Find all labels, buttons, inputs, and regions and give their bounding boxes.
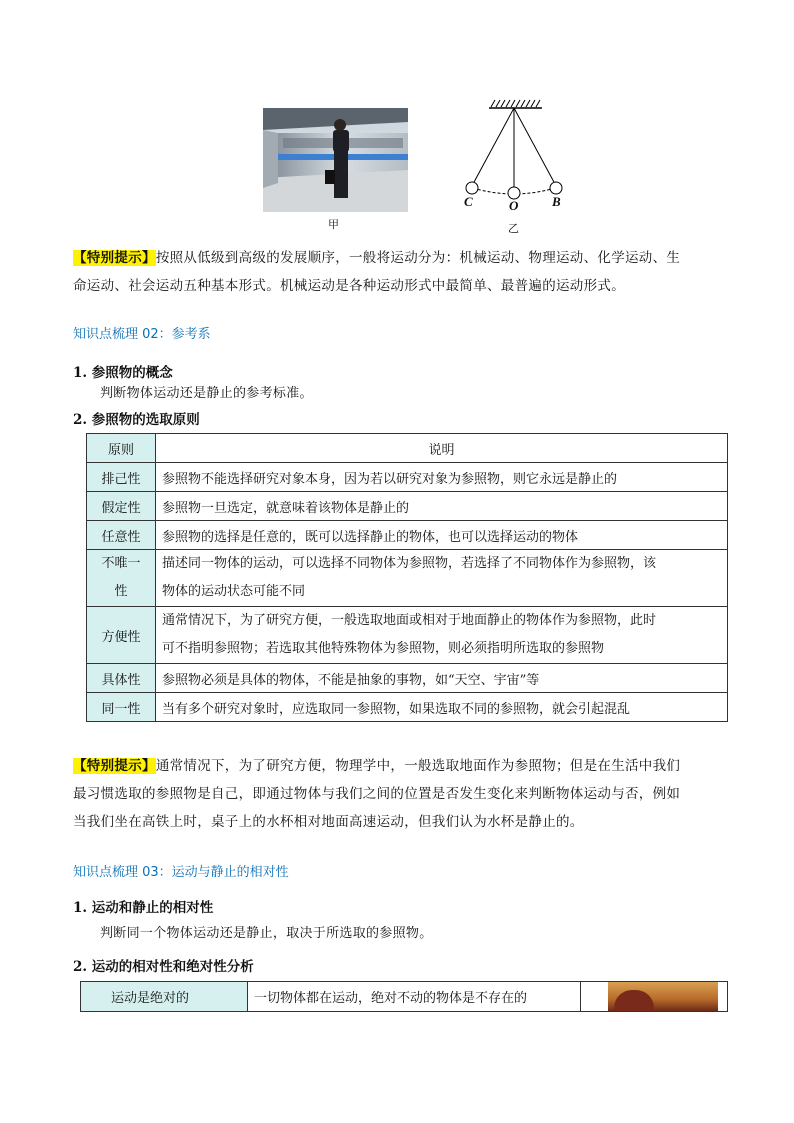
tip-1-line-2: 命运动、社会运动五种基本形式。机械运动是各种运动形式中最简单、最普遍的运动形式。 <box>73 278 625 294</box>
tip-2-line-1: 【特别提示】通常情况下，为了研究方便，物理学中，一般选取地面作为参照物；但是在生活中我们 <box>73 758 681 774</box>
principle-description: 参照物必须是具体的物体，不能是抽象的事物，如“天空、宇宙”等 <box>156 664 728 693</box>
tip-2-label: 【特别提示】 <box>73 758 156 774</box>
figure-caption-right: 乙 <box>508 222 519 235</box>
principle-name: 具体性 <box>87 664 156 693</box>
table-row <box>81 982 728 1012</box>
pendulum-label-c: C <box>464 194 473 209</box>
special-tip-2 <box>73 752 733 836</box>
section-03-heading-2: 2. 运动的相对性和绝对性分析 <box>73 959 254 975</box>
principle-description: 当有多个研究对象时，应选取同一参照物，如果选取不同的参照物，就会引起混乱 <box>156 693 728 722</box>
section-03-title: 知识点梳理 03：运动与静止的相对性 <box>73 865 289 880</box>
table-row <box>87 492 728 521</box>
tip-1-line-1: 【特别提示】按照从低级到高级的发展顺序，一般将运动分为：机械运动、物理运动、化学运动、生 <box>73 250 681 266</box>
relativity-item-description: 一切物体都在运动，绝对不动的物体是不存在的 <box>248 982 581 1012</box>
table-row <box>87 521 728 550</box>
table-row <box>87 550 728 607</box>
principle-description: 描述同一物体的运动，可以选择不同物体为参照物，若选择了不同物体作为参照物，该 物体的运动状态可能不同 <box>156 550 728 607</box>
table-row <box>87 463 728 492</box>
table-row <box>87 607 728 664</box>
table-row <box>87 693 728 722</box>
reference-principles-table <box>86 433 728 722</box>
pendulum-label-o: O <box>509 198 519 213</box>
principle-name: 同一性 <box>87 693 156 722</box>
relativity-image-cell <box>581 982 728 1012</box>
section-02-title: 知识点梳理 02：参考系 <box>73 327 211 342</box>
header-description: 说明 <box>156 434 728 463</box>
tip-2-line-3: 当我们坐在高铁上时，桌子上的水杯相对地面高速运动，但我们认为水杯是静止的。 <box>73 814 584 830</box>
relativity-item-name: 运动是绝对的 <box>81 982 248 1012</box>
table-header-row <box>87 434 728 463</box>
pendulum-label-b: B <box>552 194 561 209</box>
principle-name: 假定性 <box>87 492 156 521</box>
section-03-heading-1: 1. 运动和静止的相对性 <box>73 900 214 916</box>
train-photo <box>263 108 408 212</box>
principle-description: 通常情况下，为了研究方便，一般选取地面或相对于地面静止的物体作为参照物，此时 可不指明参照物；若选取其他特殊物体为参照物，则必须指明所选取的参照物 <box>156 607 728 664</box>
relativity-table <box>80 981 728 1012</box>
principle-name: 任意性 <box>87 521 156 550</box>
principle-name: 不唯一 性 <box>87 550 156 607</box>
section-02-paragraph-1: 判断物体运动还是静止的参考标准。 <box>100 386 313 401</box>
principle-name: 方便性 <box>87 607 156 664</box>
tip-1-label: 【特别提示】 <box>73 250 156 266</box>
tip-2-line-2: 最习惯选取的参照物是自己，即通过物体与我们之间的位置是否发生变化来判断物体运动与否，例如 <box>73 786 681 802</box>
section-03-paragraph-1: 判断同一个物体运动还是静止，取决于所选取的参照物。 <box>100 926 433 941</box>
principle-description: 参照物一旦选定，就意味着该物体是静止的 <box>156 492 728 521</box>
section-02-heading-2: 2. 参照物的选取原则 <box>73 412 200 428</box>
car-photo <box>608 982 718 1011</box>
header-principle: 原则 <box>87 434 156 463</box>
section-02-heading-1: 1. 参照物的概念 <box>73 365 173 381</box>
special-tip-1 <box>73 244 733 300</box>
principle-description: 参照物不能选择研究对象本身，因为若以研究对象为参照物，则它永远是静止的 <box>156 463 728 492</box>
table-row <box>87 664 728 693</box>
principle-description: 参照物的选择是任意的，既可以选择静止的物体，也可以选择运动的物体 <box>156 521 728 550</box>
figure-caption-left: 甲 <box>328 218 339 231</box>
principle-name: 排己性 <box>87 463 156 492</box>
